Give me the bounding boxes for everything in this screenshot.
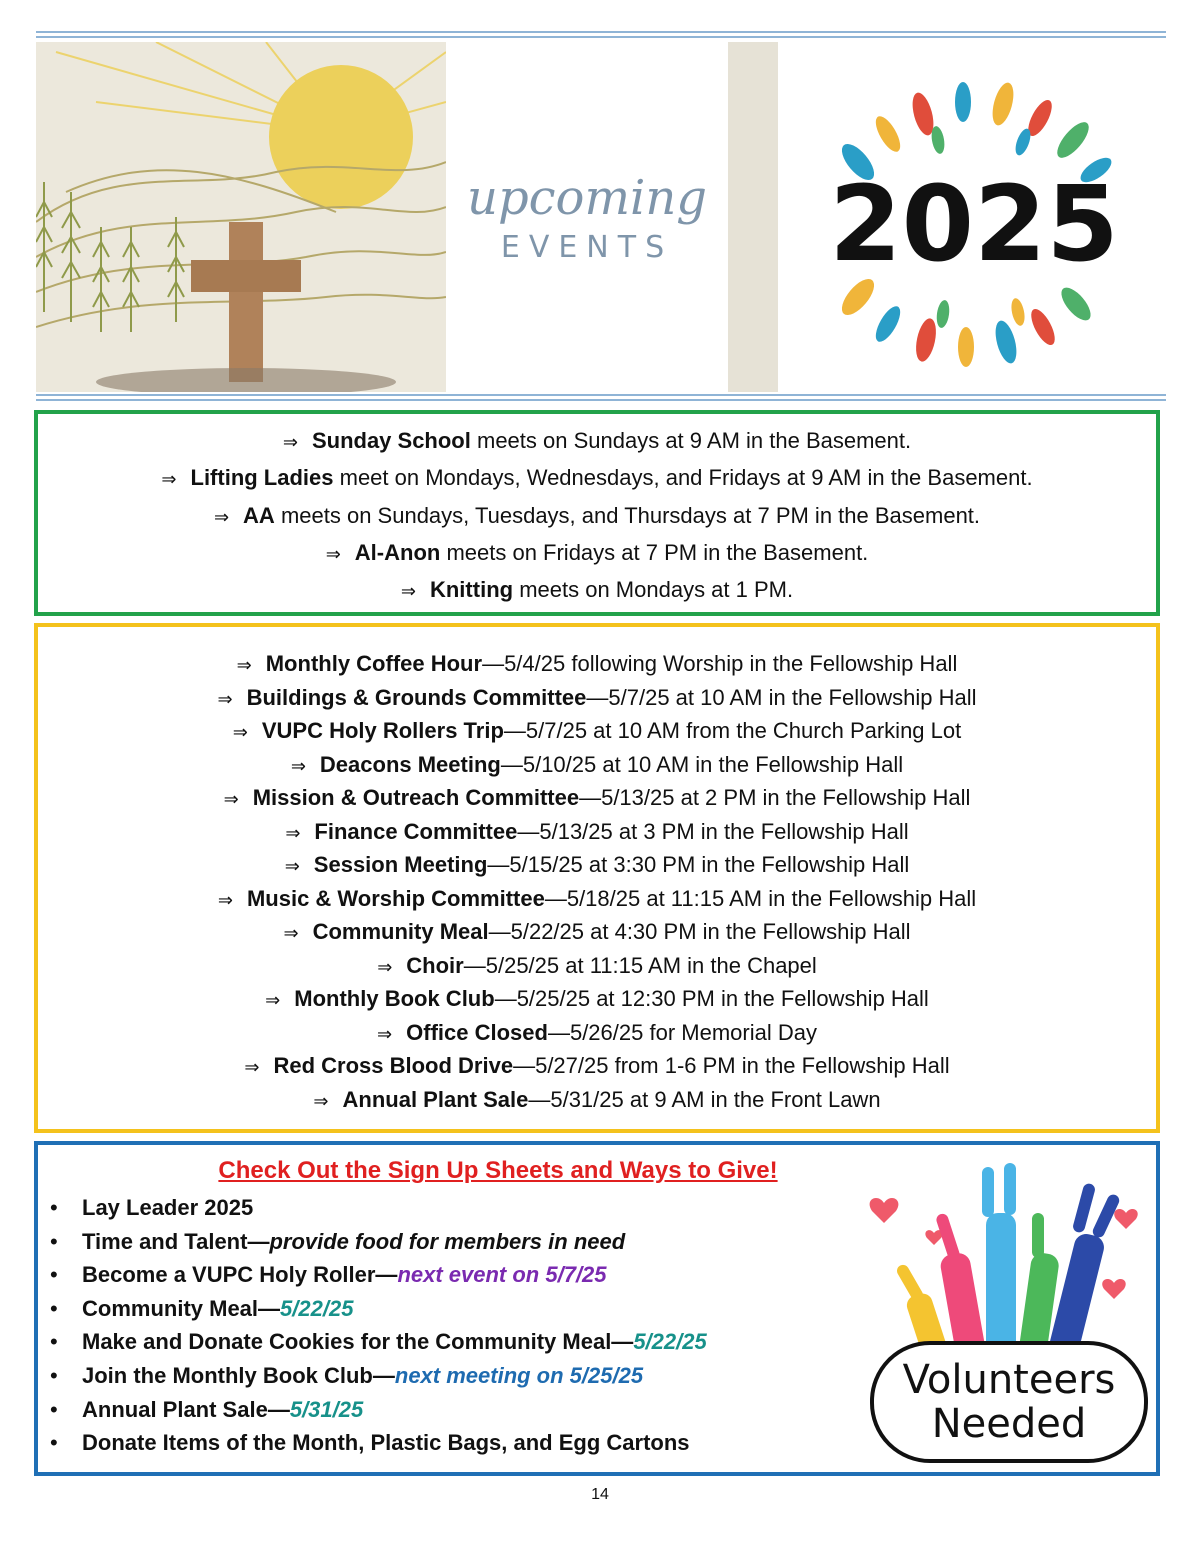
weekly-item-name: Lifting Ladies [190, 465, 334, 490]
sign-up-item-extra: 5/22/25 [280, 1295, 354, 1321]
arrow-icon: ⇒ [217, 889, 233, 911]
event-name: Monthly Coffee Hour [265, 651, 483, 676]
event-item [38, 785, 1156, 811]
page-number: 14 [591, 1486, 609, 1503]
upcoming-word: upcoming [467, 170, 707, 226]
weekly-item-detail: meets on Mondays at 1 PM. [513, 577, 794, 602]
weekly-item [38, 540, 1156, 566]
upcoming-events-title [446, 42, 728, 392]
events-word: EVENTS [500, 230, 674, 265]
event-detail: —5/25/25 at 11:15 AM in the Chapel [463, 952, 817, 978]
event-item [38, 919, 1156, 945]
arrow-icon: ⇒ [377, 1023, 393, 1045]
sign-up-item-extra: next event on 5/7/25 [397, 1262, 607, 1288]
sign-up-item-extra: 5/31/25 [289, 1396, 364, 1422]
event-detail: —5/15/25 at 3:30 PM in the Fellowship Hall [487, 852, 910, 877]
weekly-item [38, 428, 1156, 454]
monthly-events-box [34, 623, 1160, 1133]
weekly-item-name: Knitting [429, 577, 514, 602]
sign-up-item-text: Time and Talent— [82, 1228, 270, 1254]
sign-up-item [46, 1225, 707, 1259]
arrow-icon: ⇒ [290, 755, 306, 777]
arrow-icon: ⇒ [236, 655, 252, 676]
sign-up-item [46, 1325, 707, 1359]
sign-up-item-text: Donate Items of the Month, Plastic Bags, and Egg Cartons [82, 1430, 690, 1456]
weekly-item-detail: meets on Sundays at 9 AM in the Basement. [470, 428, 912, 453]
event-name: Red Cross Blood Drive [273, 1053, 514, 1078]
weekly-meetings-box [34, 410, 1160, 616]
arrow-icon: ⇒ [232, 722, 248, 743]
event-item [38, 819, 1156, 845]
event-detail: —5/26/25 for Memorial Day [547, 1019, 817, 1045]
arrow-icon: ⇒ [325, 544, 341, 565]
top-rule-1 [36, 31, 1166, 33]
event-item [38, 1087, 1156, 1113]
event-item [38, 718, 1156, 744]
bullet-icon: • [50, 1228, 58, 1254]
event-name: Finance Committee [314, 818, 518, 844]
event-detail: —5/27/25 from 1-6 PM in the Fellowship Hall [513, 1053, 950, 1078]
sign-up-item-text: Annual Plant Sale— [82, 1396, 290, 1422]
sign-up-item [46, 1191, 707, 1225]
sign-up-item-extra: next meeting on 5/25/25 [394, 1362, 644, 1388]
event-name: Buildings & Grounds Committee [246, 684, 587, 710]
sign-up-item-extra: 5/22/25 [633, 1329, 707, 1355]
raised-hands-icon [864, 1153, 1154, 1471]
arrow-icon: ⇒ [313, 1090, 329, 1112]
banner-strip [728, 42, 778, 392]
sign-up-title: Check Out the Sign Up Sheets and Ways to Give! [218, 1157, 778, 1184]
event-detail: —5/22/25 at 4:30 PM in the Fellowship Hall [488, 919, 911, 944]
event-detail: —5/13/25 at 3 PM in the Fellowship Hall [517, 818, 909, 844]
sign-up-item [46, 1359, 707, 1393]
sign-up-item [46, 1258, 707, 1292]
event-detail: —5/7/25 at 10 AM in the Fellowship Hall [586, 684, 977, 710]
bullet-icon: • [50, 1329, 58, 1355]
event-name: Music & Worship Committee [246, 885, 545, 911]
weekly-item-name: AA [243, 503, 275, 528]
banner-rule-2 [36, 399, 1166, 401]
event-detail: —5/31/25 at 9 AM in the Front Lawn [528, 1086, 881, 1112]
event-item [38, 986, 1156, 1012]
sign-up-list [46, 1191, 707, 1460]
event-name: Annual Plant Sale [342, 1086, 529, 1112]
cross-landscape-icon [36, 42, 446, 392]
event-name: Office Closed [406, 1019, 548, 1045]
event-item [38, 886, 1156, 912]
event-item [38, 752, 1156, 778]
sign-up-box [34, 1141, 1160, 1476]
event-item [38, 1053, 1156, 1079]
bullet-icon: • [50, 1195, 58, 1220]
event-name: VUPC Holy Rollers Trip [261, 718, 504, 743]
year-2025-icon [778, 42, 1166, 392]
top-rule-2 [36, 36, 1166, 38]
event-detail: —5/18/25 at 11:15 AM in the Fellowship Hall [544, 885, 977, 911]
sign-up-item-text: Become a VUPC Holy Roller— [82, 1262, 398, 1288]
needed-text: Needed [931, 1401, 1087, 1447]
sign-up-item-text: Make and Donate Cookies for the Community Meal— [82, 1329, 634, 1355]
arrow-icon: ⇒ [223, 789, 239, 810]
arrow-icon: ⇒ [400, 581, 416, 602]
event-detail: —5/25/25 at 12:30 PM in the Fellowship Hall [494, 986, 929, 1011]
arrow-icon: ⇒ [282, 432, 298, 453]
arrow-icon: ⇒ [217, 688, 233, 710]
event-item [38, 852, 1156, 878]
sign-up-item [46, 1426, 707, 1460]
bullet-icon: • [50, 1262, 58, 1288]
event-item [38, 651, 1156, 677]
sign-up-item [46, 1393, 707, 1427]
year-graphic [778, 42, 1166, 392]
weekly-item-name: Al-Anon [354, 540, 441, 565]
year-text: 2025 [829, 163, 1119, 285]
bullet-icon: • [50, 1295, 58, 1321]
bullet-icon: • [50, 1430, 58, 1456]
weekly-item-name: Sunday School [311, 428, 471, 453]
arrow-icon: ⇒ [284, 856, 300, 877]
event-item [38, 953, 1156, 979]
arrow-icon: ⇒ [283, 923, 299, 944]
arrow-icon: ⇒ [244, 1057, 260, 1078]
weekly-item-detail: meets on Fridays at 7 PM in the Basement. [440, 540, 869, 565]
weekly-item [38, 465, 1156, 491]
event-name: Choir [406, 952, 464, 978]
cross-illustration [36, 42, 446, 392]
event-name: Mission & Outreach Committee [252, 785, 580, 810]
arrow-icon: ⇒ [265, 990, 281, 1011]
event-detail: —5/7/25 at 10 AM from the Church Parking Lot [503, 718, 962, 743]
volunteers-text: Volunteers [902, 1357, 1116, 1403]
bullet-icon: • [50, 1362, 58, 1388]
event-detail: —5/4/25 following Worship in the Fellowship Hall [482, 651, 958, 676]
arrow-icon: ⇒ [213, 507, 230, 528]
sign-up-item [46, 1292, 707, 1326]
event-name: Community Meal [312, 919, 489, 944]
header-banner [36, 42, 1166, 392]
event-name: Monthly Book Club [294, 986, 495, 1011]
event-item [38, 1020, 1156, 1046]
sign-up-item-text: Community Meal— [82, 1295, 281, 1321]
sign-up-item-text: Lay Leader 2025 [82, 1195, 254, 1220]
weekly-item [38, 503, 1156, 529]
sign-up-item-extra: provide food for members in need [269, 1228, 626, 1254]
event-name: Deacons Meeting [319, 751, 501, 777]
event-item [38, 685, 1156, 711]
event-name: Session Meeting [313, 852, 488, 877]
arrow-icon: ⇒ [285, 822, 301, 844]
weekly-item-detail: meet on Mondays, Wednesdays, and Fridays at 9 AM in the Basement. [333, 465, 1033, 490]
weekly-item [38, 577, 1156, 603]
bullet-icon: • [50, 1396, 58, 1422]
event-detail: —5/10/25 at 10 AM in the Fellowship Hall [500, 751, 904, 777]
sign-up-item-text: Join the Monthly Book Club— [82, 1362, 395, 1388]
weekly-item-detail: meets on Sundays, Tuesdays, and Thursdays at 7 PM in the Basement. [274, 503, 981, 528]
arrow-icon: ⇒ [377, 956, 393, 978]
event-detail: —5/13/25 at 2 PM in the Fellowship Hall [579, 785, 971, 810]
banner-rule-1 [36, 394, 1166, 396]
volunteers-needed-graphic [864, 1153, 1154, 1471]
arrow-icon: ⇒ [161, 469, 177, 490]
